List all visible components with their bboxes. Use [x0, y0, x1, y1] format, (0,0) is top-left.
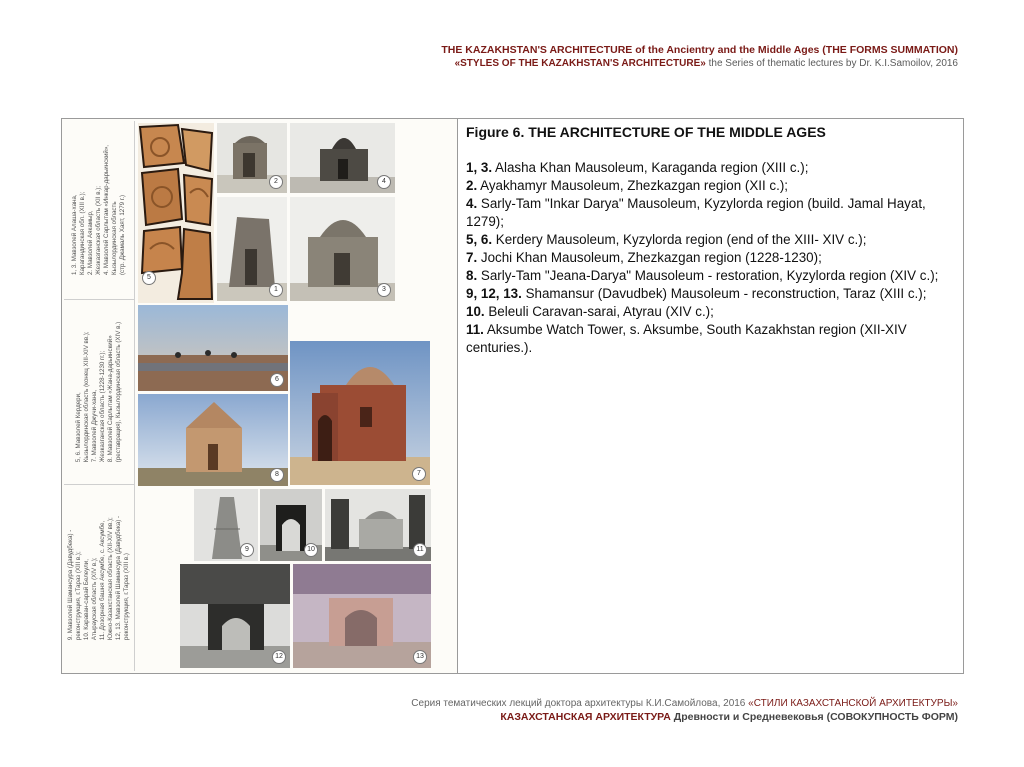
footer-title-accent: КАЗАХСТАНСКАЯ АРХИТЕКТУРА: [500, 711, 671, 723]
figure-item-5: [466, 249, 956, 267]
photo-desert-landscape: [138, 305, 288, 391]
item-text: Beleuli Caravan-sarai, Atyrau (XIV c.);: [484, 304, 714, 319]
footer-series-author: Серия тематических лекций доктора архитектуры К.И.Самойлова, 2016: [411, 698, 749, 709]
caption-text-3: 9. Мавзолей Шаманcура (Давудбека) - реконструкция, г.Тараз (XIII в.); 10. Караван-сарай Белеули, Атырауская область (XIV в.); 11. Дозорная башня Аксумбе, с. Аксумбе, Южно-Казахстанская область (XII-XIV вв.); 12, 13. Мавзолей Шаманcура (Давудбека) - реконструкция, г.Тараз (XIII в.): [67, 515, 130, 640]
footer-title-rest: Древности и Средневековья (СОВОКУПНОСТЬ ФОРМ): [670, 711, 958, 723]
photo-number: 4: [377, 175, 391, 189]
figure-item-3: [466, 195, 956, 231]
item-text: Alasha Khan Mausoleum, Karaganda region (XIII c.);: [492, 160, 809, 175]
item-number: 4.: [466, 196, 478, 211]
header-title: THE KAZAKHSTAN'S ARCHITECTURE of the Ancientry and the Middle Ages (THE FORMS SUMMATION): [441, 44, 958, 56]
figure-caption: [466, 123, 956, 357]
item-number: 11.: [466, 322, 484, 337]
footer-title: [411, 710, 958, 724]
header-series-author: the Series of thematic lectures by Dr. K.I.Samoilov, 2016: [705, 58, 958, 69]
photo-shamansur-reconstruction: [180, 564, 290, 668]
item-text: Ayakhamyr Mausoleum, Zhezkazgan region (XII c.);: [477, 178, 789, 193]
figure-frame: [61, 118, 964, 674]
header-series-name: «STYLES OF THE KAZAKHSTAN'S ARCHITECTURE»: [454, 58, 706, 69]
photo-number: 3: [377, 283, 391, 297]
caption-strip: [64, 121, 135, 671]
item-text: Jochi Khan Mausoleum, Zhezkazgan region (1228-1230);: [477, 250, 822, 265]
figure-item-2: [466, 177, 956, 195]
header-subtitle: [441, 57, 958, 70]
item-number: 9, 12, 13.: [466, 286, 522, 301]
photo-number: 7: [412, 467, 426, 481]
item-text: Sarly-Tam "Jeana-Darya" Mausoleum - restoration, Kyzylorda region (XIV c.);: [477, 268, 939, 283]
photo-number: 6: [270, 373, 284, 387]
photo-shamansur-mausoleum: [293, 564, 431, 668]
photo-number: 5: [142, 271, 156, 285]
photo-ayakhamyr: [217, 123, 287, 193]
figure-item-4: [466, 231, 956, 249]
item-text: Aksumbe Watch Tower, s. Aksumbe, South Kazakhstan region (XII-XIV centuries.).: [466, 322, 907, 355]
photo-number: 12: [272, 650, 286, 664]
caption-text-2: 5, 6. Мавзолей Кердери, Кызылординская область (конец XIII-XIV вв.); 7. Мавзолей Джучи-хана, Жезказганская область (1228-1230 гг.); 8. Мавзолей Сарлытам «Жана-дарьинский» (реставрация), Кызылординская область (XIV в.): [75, 321, 122, 462]
photo-alasha-khan: [290, 123, 395, 193]
item-number: 2.: [466, 178, 478, 193]
photo-number: 11: [413, 543, 427, 557]
item-number: 1, 3.: [466, 160, 493, 175]
photo-aksumbe-tower: [325, 489, 431, 561]
photo-collage: [62, 119, 458, 673]
caption-block-2: [64, 299, 134, 485]
slide-footer: [411, 697, 958, 724]
photo-jochi-khan: [290, 341, 430, 485]
item-number: 10.: [466, 304, 485, 319]
figure-item-9: [466, 321, 956, 357]
figure-item-1: [466, 159, 956, 177]
photo-number: 10: [304, 543, 318, 557]
caption-block-1: [64, 121, 134, 300]
item-text: Sarly-Tam "Inkar Darya" Mausoleum, Kyzylorda region (build. Jamal Hayat, 1279);: [466, 196, 926, 229]
caption-block-3: [64, 484, 134, 671]
photo-beleuli-gate: [260, 489, 322, 561]
figure-item-6: [466, 267, 956, 285]
figure-item-7: [466, 285, 956, 303]
item-number: 5, 6.: [466, 232, 493, 247]
photo-sarly-tam-inkar: [217, 197, 287, 301]
item-text: Kerdery Mausoleum, Kyzylorda region (end of the XIII- XIV c.);: [492, 232, 867, 247]
item-number: 7.: [466, 250, 478, 265]
photo-number: 13: [413, 650, 427, 664]
caption-text-1: 1, 3. Мавзолей Алаша-хана, Карагандинская обл. (XIII в.); 2. Мавзолей Аякамыр, Жезказганская область (XII в.); 4. Мавзолей Сарлытам «Инкар-дарьинский», Кызылординская область (стр. Джамаль Хаят, 1279 г.): [71, 144, 126, 276]
photo-shamansur-tower: [194, 489, 258, 561]
slide-header: [441, 44, 958, 70]
footer-series: [411, 697, 958, 710]
photo-number: 8: [270, 468, 284, 482]
photo-kerdery-dome: [290, 197, 395, 301]
photo-number: 2: [269, 175, 283, 189]
footer-series-name: «СТИЛИ КАЗАХСТАНСКОЙ АРХИТЕКТУРЫ»: [748, 698, 958, 709]
item-number: 8.: [466, 268, 478, 283]
photo-number: 1: [269, 283, 283, 297]
photo-carved-fragments: [138, 123, 214, 303]
figure-item-8: [466, 303, 956, 321]
item-text: Shamansur (Davudbek) Mausoleum - reconstruction, Taraz (XIII c.);: [521, 286, 927, 301]
photo-sarly-tam-jeana: [138, 394, 288, 486]
figure-title: Figure 6. THE ARCHITECTURE OF THE MIDDLE AGES: [466, 124, 826, 140]
photo-number: 9: [240, 543, 254, 557]
